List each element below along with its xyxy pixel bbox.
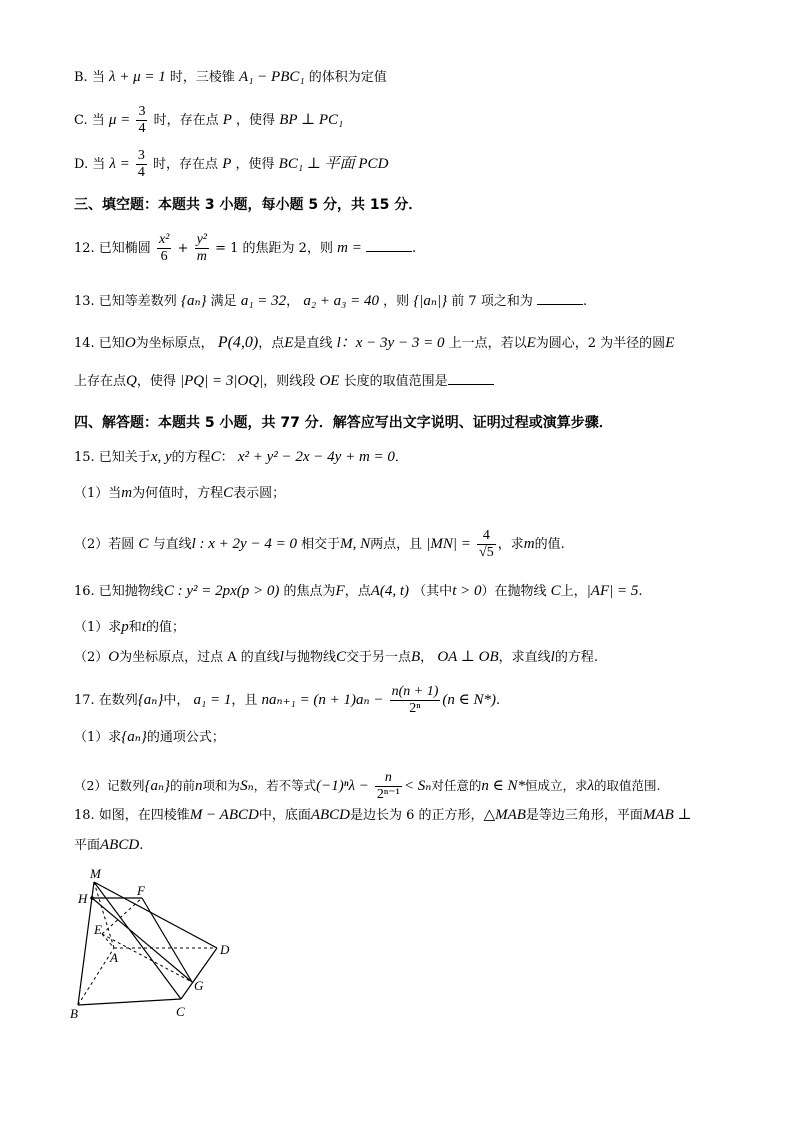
q14-origin: O [124,335,136,351]
q18-pyramid: M − ABCD [189,807,259,823]
label-m: M [90,866,101,881]
option-c-point: P [222,112,232,128]
question-15-part-1 [74,484,285,503]
question-18-line-1 [74,806,692,825]
q15-p2-text: （2）若圆 [74,537,135,552]
option-d-text: 时，存在点 [153,157,219,172]
q17-p1-text-b: 的通项公式； [146,730,225,745]
q15-p2-text-b: 与直线 [152,537,192,552]
question-15-part-2 [74,528,565,561]
q15-p2-text-f: 的值. [534,537,565,552]
q15-p1-text-c: 表示圆； [233,486,286,501]
fraction-denominator: 2ⁿ [409,701,421,716]
q18-plane-abcd: ABCD [100,837,140,853]
q15-p2-abs: |MN| = [426,536,471,552]
option-c-mu: μ = [108,112,131,128]
question-14-line-1 [74,334,674,353]
q15-p2-mn: M, N [340,536,371,552]
option-d [74,148,388,181]
q12-fraction-x [157,232,171,265]
fraction-numerator: y² [196,232,207,247]
q13-sequence: {aₙ} [180,293,207,309]
label-a: A [110,950,118,965]
question-13 [74,292,587,311]
q14-condition: |PQ| = 3|OQ| [180,373,264,389]
q16-text-d: ）在抛物线 [481,584,547,599]
q16-text: 的焦点为 [283,584,336,599]
q14-segment: OE [319,373,340,389]
question-16-part-1 [74,618,185,637]
q18-text-b: 是边长为 6 的正方形， [350,808,484,823]
q17-sequence: {aₙ} [137,692,164,708]
fraction-denominator: 4 [137,165,145,180]
label-b: B [70,1006,78,1021]
q16-c: C [550,583,561,599]
q17-p2-inequality: (−1)ⁿλ − [316,778,369,794]
q14-point-q: Q [126,373,137,389]
question-17-part-2 [74,770,660,803]
q12-end: . [411,241,417,256]
q13-prefix: 13. 已知等差数列 [74,294,177,309]
q13-text: 满足 [210,294,237,309]
fraction-denominator: 2ⁿ⁻¹ [376,787,400,802]
section-3-heading: 三、填空题：本题共 3 小题，每小题 5 分，共 15 分． [74,197,423,213]
q16-p1-text-c: 的值； [145,620,185,635]
q17-p2-text: （2）记数列 [74,778,145,793]
q15-end: ． [394,450,408,465]
question-15 [74,448,408,467]
option-d-prefix: D. 当 [74,157,106,172]
q13-text-2: ，则 [383,294,410,309]
q16-p2-c: C [335,649,346,665]
q15-c: C [210,449,221,465]
q18-prefix: 18. 如图，在四棱锥 [74,808,190,823]
q15-p2-text-e: ，求 [497,537,524,552]
option-c [74,104,343,137]
q14-point-e3: E [665,335,675,351]
q17-a1: a₁ = 1 [193,692,232,708]
question-17-part-1 [74,728,225,747]
q14-text-i: 长度的取值范围是 [343,374,448,389]
option-b-expression: A₁ − PBC₁ [239,69,305,85]
q16-prefix: 16. 已知抛物线 [74,584,164,599]
q15-p1-m: m [121,485,133,501]
fraction-numerator: 4 [477,528,496,545]
q17-p2-text-g: 的取值范围. [593,778,661,793]
q16-equation: C : y² = 2px(p > 0) [163,583,280,599]
q14-point-e: E [284,335,294,351]
q12-prefix: 12. 已知椭圆 [74,241,151,256]
fraction-numerator: 3 [137,148,145,163]
question-12 [74,232,416,265]
q18-text-d: 平面 [74,838,101,853]
option-b [74,68,387,87]
q15-p2-c: C [138,536,149,552]
q15-p1-text-b: 为何值时，方程 [132,486,224,501]
option-b-prefix: B. 当 [74,70,105,85]
q17-p2-nn: n ∈ N* [481,778,525,794]
q16-p2-sep: ， [420,650,434,665]
q14-answer-blank[interactable] [448,372,494,385]
fraction-denominator: 4 [138,121,146,136]
q16-text-c: （其中 [413,584,453,599]
point-h-dot [90,896,94,900]
q17-p1-sequence: {aₙ} [121,729,147,745]
q15-equation: x² + y² − 2x − 4y + m = 0 [237,449,395,465]
option-d-point: P [222,156,232,172]
q12-variable: m = [337,240,362,256]
q14-prefix: 14. 已知 [74,336,125,351]
edge-bc [78,999,181,1005]
q12-answer-blank[interactable] [366,239,412,252]
q17-p2-text-e: 对任意的 [431,778,482,793]
question-16 [74,582,643,601]
q16-p2-o: O [108,649,120,665]
q13-answer-blank[interactable] [537,292,583,305]
q17-p2-text-b: 的前 [170,778,196,793]
option-c-text: 时，存在点 [153,113,219,128]
q17-p2-text-d: ，若不等式 [253,778,317,793]
q17-p2-fraction [375,770,402,803]
q13-a23: a₂ + a₃ = 40 [303,293,380,309]
fraction-denominator: √5 [479,545,494,560]
label-c: C [176,1004,185,1019]
option-d-expression: BC₁ ⊥ 平面 PCD [278,156,389,172]
q15-p2-m: m [523,536,535,552]
q13-abs-sequence: {|aₙ|} [413,293,448,309]
q17-p2-sn: Sₙ [240,778,254,794]
q14-text-h: ，则线段 [263,374,316,389]
q17-fraction [390,684,441,717]
q14-text-b: ，点 [258,336,285,351]
q18-triangle: △MAB [483,807,526,823]
q14-text-f: 上存在点 [74,374,127,389]
q14-text: 为坐标原点， [135,336,214,351]
q16-p2-l: l [279,649,284,665]
q12-fraction-y [195,232,209,265]
q13-end: . [582,294,588,309]
q17-text: 中， [163,693,190,708]
option-d-sep: ，使得 [235,157,275,172]
q17-p1-text: （1）求 [74,730,122,745]
q18-plane-mab: MAB ⊥ [642,807,692,823]
q16-end: . [638,584,643,599]
q17-end: . [495,693,501,708]
q16-p2-text-c: 交于另一点 [345,650,411,665]
q14-line-l: l：x − 3y − 3 = 0 [336,335,445,351]
q14-point-p: P(4,0) [217,334,259,351]
label-e: E [94,922,102,937]
q16-p2-text-e: 的方程. [554,650,598,665]
option-c-sep: ，使得 [236,113,276,128]
q16-p1-p: p [121,619,129,635]
q16-p2-perp: OA ⊥ OB [437,649,499,665]
segment-fg [142,898,192,982]
fraction-numerator: x² [158,232,170,247]
label-d: D [220,942,230,957]
q18-end: . [139,838,144,853]
section-4-heading: 四、解答题：本题共 5 小题，共 77 分．解答应写出文字说明、证明过程或演算步骤． [74,415,613,431]
q16-p2-text: 为坐标原点，过点 A 的直线 [119,650,280,665]
option-c-prefix: C. 当 [74,113,105,128]
q16-p1-text-b: 和 [128,620,142,635]
q15-p2-text-c: 相交于 [301,537,341,552]
q17-recurrence: naₙ₊₁ = (n + 1)aₙ − [261,692,384,708]
q14-text-c: 是直线 [293,336,333,351]
q18-text-c: 是等边三角形，平面 [525,808,643,823]
q16-p2-b: B [411,649,421,665]
fraction-numerator: 3 [138,104,146,119]
fraction-numerator: n [375,770,402,787]
q12-plus: + [177,241,189,256]
q16-focus: F [335,583,345,599]
option-b-suffix: 的体积为定值 [308,70,387,85]
q16-p2-prefix: （2） [74,650,109,665]
q17-p2-text-f: 恒成立，求 [524,778,588,793]
segment-ef-hidden [102,898,142,934]
fraction-numerator: n(n + 1) [391,684,439,699]
question-14-line-2 [74,372,494,391]
q13-a1: a₁ = 32 [240,293,287,309]
q14-text-d: 上一点，若以 [448,336,527,351]
q17-p2-n: n [195,778,203,794]
question-16-part-2 [74,648,598,667]
q15-p2-fraction [477,528,496,561]
label-f: F [137,883,145,898]
edge-ba-hidden [78,948,114,1005]
pyramid-figure [64,862,244,1022]
q15-text: 的方程 [171,450,211,465]
option-d-lambda: λ = [109,156,130,172]
q16-p2-l2: l [550,649,555,665]
edge-ma-hidden [94,882,114,948]
q15-prefix: 15. 已知关于 [74,450,151,465]
q18-text: 中，底面 [258,808,311,823]
option-d-fraction [136,148,147,181]
q16-text-e: 上， [560,584,587,599]
q15-vars: x, y [150,449,172,465]
q16-text-b: ，点 [344,584,371,599]
label-g: G [194,978,204,993]
q14-point-e2: E [526,335,536,351]
q17-domain: (n ∈ N*) [442,692,496,708]
q16-point-a: A(4, t) [370,583,410,599]
q16-p1-t: t [141,619,146,635]
q17-prefix: 17. 在数列 [74,693,138,708]
fraction-denominator: m [196,249,207,264]
q13-text-3: 前 7 项之和为 [451,294,533,309]
q16-af: |AF| = 5 [586,583,639,599]
q16-t: t > 0 [452,583,482,599]
q17-p2-lambda: λ [587,778,594,794]
q17-p2-text-c: 项和为 [202,778,241,793]
q16-p2-text-d: ，求直线 [498,650,551,665]
question-18-line-2 [74,836,143,855]
q18-base: ABCD [310,807,351,823]
q16-p2-text-b: 与抛物线 [283,650,336,665]
q13-sep: ， [286,294,300,309]
option-c-fraction [136,104,147,137]
q17-p2-sequence: {aₙ} [144,778,171,794]
q15-p1-text: （1）当 [74,486,122,501]
q15-p2-line: l : x + 2y − 4 = 0 [191,536,297,552]
question-17 [74,684,500,717]
option-b-text: 时，三棱锥 [169,70,235,85]
q14-text-e: 为圆心，2 为半径的圆 [535,336,666,351]
option-c-expression: BP ⊥ PC₁ [279,112,344,128]
option-b-condition: λ + μ = 1 [108,69,166,85]
q15-p2-text-d: 两点，且 [370,537,423,552]
q14-text-g: ，使得 [136,374,176,389]
q12-text: = 1 的焦距为 2，则 [215,241,333,256]
q15-p1-c: C [223,485,234,501]
q15-colon: ： [220,450,234,465]
q16-p1-text: （1）求 [74,620,122,635]
label-h: H [78,891,88,906]
fraction-denominator: 6 [160,249,168,264]
q17-text-b: ，且 [231,693,258,708]
q17-p2-lt: < Sₙ [403,778,432,794]
